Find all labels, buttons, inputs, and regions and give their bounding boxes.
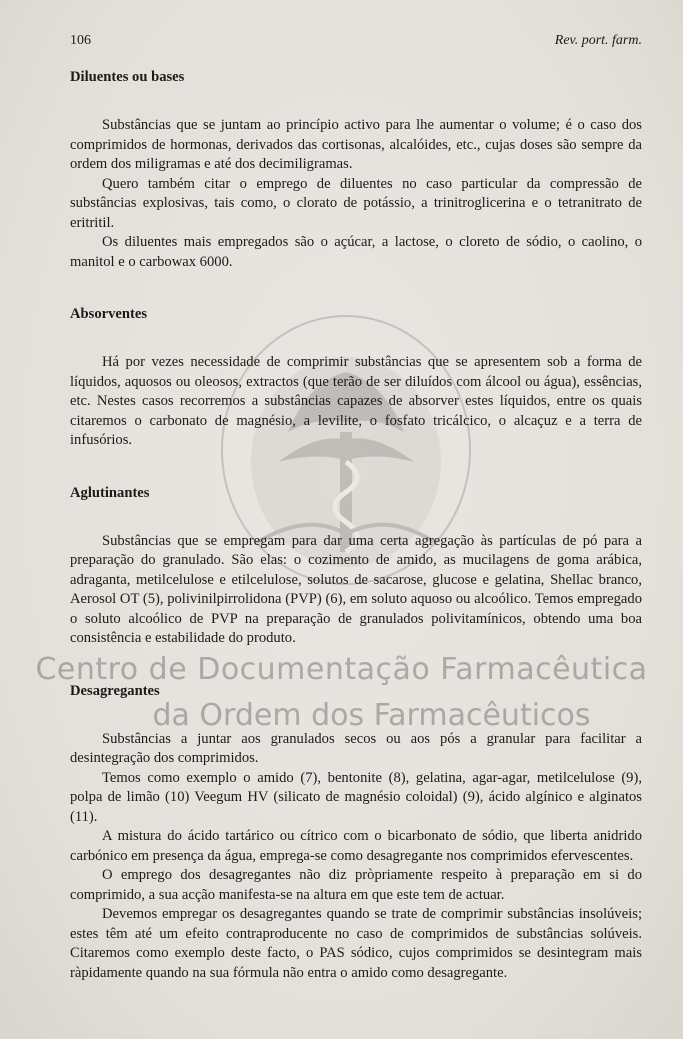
paragraph: Os diluentes mais empregados são o açúcar, a lactose, o cloreto de sódio, o caolino, o manitol e o carbowax 6000. [70, 234, 642, 270]
article-body [70, 68, 642, 983]
section-title: Absorventes [70, 306, 148, 322]
paragraph: A mistura do ácido tartárico ou cítrico com o bicarbonato de sódio, que liberta anidrido carbónico em presença da água, emprega-se como desagregante nos comprimidos efervescentes. [70, 828, 642, 864]
paragraph: Substâncias que se juntam ao princípio activo para lhe aumentar o volume; é o caso dos comprimidos de hormonas, derivados das cortisonas, alcalóides, etc., cujas doses são sempre da ordem dos miligramas e até dos decimiligramas. [70, 117, 642, 172]
page-header [70, 33, 642, 53]
paragraph: Quero também citar o emprego de diluentes no caso particular da compressão de substâncias explosivas, tais como, o clorato de potássio, a trinitroglicerina e o tetranitrato de eritritil. [70, 175, 642, 231]
paragraph: Substâncias que se empregam para dar uma certa agregação às partículas de pó para a preparação do granulado. São elas: o cozimento de amido, as mucilagens de goma arábica, adraganta, metilcelulose e etilcelulose, solutos de sacarose, glucose e gelatina, Shellac branco, Aerosol OT (5), polivinilpirrolidona (PVP) (6), em soluto aquoso ou alcoólico. Temos empregado o soluto alcoólico de PVP na preparação de granulados polivitamínicos, obtendo uma boa consistência e estabilidade do produto. [70, 532, 642, 646]
paragraph: Devemos empregar os desagregantes quando se trate de comprimir substâncias insolúveis; estes têm até um efeito contraproducente no caso de comprimidos de substâncias solúveis. Citaremos como exemplo deste facto, o PAS sódico, cujos comprimidos se desintegram mais ràpidamente quando na sua fórmula não entra o amido como desagregante. [70, 906, 642, 981]
paragraph: Temos como exemplo o amido (7), bentonite (8), gelatina, agar-agar, metilcelulose (9), polpa de limão (10) Veegum HV (silicato de magnésio coloidal) (9), ácido algínico e alginatos (11). [70, 769, 642, 825]
page-number: 106 [70, 33, 91, 48]
section-title: Aglutinantes [70, 484, 150, 501]
paragraph: O emprego dos desagregantes não diz pròpriamente respeito à preparação em si do comprimido, a sua acção manifesta-se na altura em que este tem de actuar. [70, 867, 642, 903]
journal-name: Rev. port. farm. [554, 33, 642, 48]
watermark-line-1: Centro de Documentação Farmacêutica [35, 652, 648, 687]
watermark-line-2: da Ordem dos Farmacêuticos [152, 698, 591, 733]
section-title: Diluentes ou bases [70, 69, 185, 85]
paragraph: Substâncias a juntar aos granulados secos ou aos pós a granular para facilitar a desintegração dos comprimidos. [70, 730, 642, 766]
paragraph: Há por vezes necessidade de comprimir substâncias que se apresentem sob a forma de líquidos, aquosos ou oleosos, extractos (que terão de ser diluídos com álcool ou água), essências, etc. Nestes casos recorremos a substâncias capazes de absorver estes líquidos, entre os quais citaremos o carbonato de magnésio, a levilite, o fosfato tricálcico, o alcaçuz e a terra de infusórios. [70, 354, 642, 448]
section-title: Desagregantes [70, 682, 160, 699]
